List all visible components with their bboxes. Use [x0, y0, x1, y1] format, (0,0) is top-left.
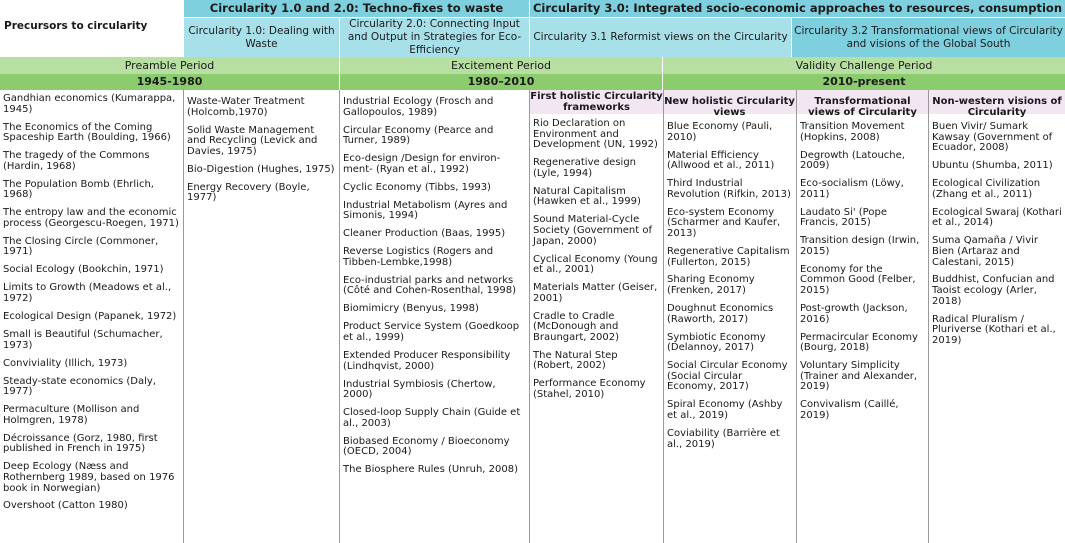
list-item: Permaculture (Mollison and Holmgren, 1978): [3, 404, 140, 426]
list-item: Degrowth (Latouche, 2009): [800, 149, 905, 172]
header-circularity-2-0: Circularity 2.0: Connecting Input and Output in Strategies for Eco-Efficiency: [340, 18, 529, 57]
list-item: Laudato Si' (Pope Francis, 2015): [800, 206, 887, 229]
list-item: Blue Economy (Pauli, 2010): [667, 121, 773, 143]
list-item: Natural Capitalism (Hawken et al., 1999): [533, 185, 641, 208]
list-item: Regenerative Capitalism (Fullerton, 2015): [667, 245, 790, 268]
header-precursors: Precursors to circularity: [0, 18, 184, 57]
list-item: Eco-industrial parks and networks (Côté and Cohen-Rosenthal, 1998): [343, 274, 516, 297]
list-item: Cleaner Production (Baas, 1995): [343, 228, 506, 240]
list-item: Sharing Economy (Frenken, 2017): [667, 274, 755, 297]
list-item: Waste-Water Treatment (Holcomb,1970): [187, 96, 305, 118]
list-item: Eco-design /Design for environ-ment- (Ryan et al., 1992): [343, 153, 501, 175]
period-excitement: Excitement Period: [340, 57, 662, 74]
header-circularity-1-0: Circularity 1.0: Dealing with Waste: [184, 18, 339, 57]
years-1980-2010: 1980–2010: [340, 74, 662, 90]
list-item: Voluntary Simplicity (Trainer and Alexander, 2019): [800, 360, 918, 393]
list-item: Materials Matter (Geiser, 2001): [533, 282, 658, 304]
list-item: Deep Ecology (Næss and Rothernberg 1989, based on 1976 book in Norwegian): [3, 461, 175, 494]
column-non-western: [929, 119, 1065, 354]
list-item: Spiral Economy (Ashby et al., 2019): [667, 399, 783, 421]
list-item: Solid Waste Management and Recycling (Levick and Davies, 1975): [187, 124, 318, 157]
list-item: Bio-Digestion (Hughes, 1975): [187, 163, 335, 175]
period-validity-challenge: Validity Challenge Period: [663, 57, 1065, 74]
list-item: Sound Material-Cycle Society (Government of Japan, 2000): [533, 214, 652, 247]
list-item: Industrial Symbiosis (Chertow, 2000): [343, 378, 496, 401]
header-circularity-1-2: Circularity 1.0 and 2.0: Techno-fixes to waste: [184, 0, 529, 17]
subhead-first-holistic: First holistic Circularity frameworks: [530, 91, 663, 113]
column-new-holistic: [664, 119, 796, 458]
list-item: Material Efficiency (Allwood et al., 2011): [667, 149, 775, 172]
list-item: Cyclic Economy (Tibbs, 1993): [343, 181, 491, 193]
list-item: The Biosphere Rules (Unruh, 2008): [343, 464, 519, 476]
list-item: Industrial Metabolism (Ayres and Simonis, 1994): [343, 199, 508, 222]
list-item: Social Ecology (Bookchin, 1971): [3, 264, 164, 276]
column-precursors: [0, 91, 183, 519]
list-item: Social Circular Economy (Social Circular Economy, 2017): [667, 360, 788, 393]
list-item: The tragedy of the Commons (Hardin, 1968): [3, 150, 150, 172]
list-item: Biobased Economy / Bioeconomy (OECD, 2004): [343, 435, 510, 458]
list-item: Décroissance (Gorz, 1980, first published in French in 1975): [3, 432, 158, 455]
list-item: Extended Producer Responsibility (Lindhqvist, 2000): [343, 350, 511, 372]
list-item: Eco-socialism (Löwy, 2011): [800, 178, 904, 200]
header-circularity-3-1: Circularity 3.1 Reformist views on the Circularity: [530, 18, 791, 57]
list-item: Reverse Logistics (Rogers and Tibben-Lembke,1998): [343, 246, 494, 268]
list-item: The Natural Step (Robert, 2002): [533, 349, 618, 372]
list-item: Convivalism (Caillé, 2019): [800, 399, 899, 421]
header-circularity-3: Circularity 3.0: Integrated socio-economic approaches to resources, consumption: [530, 0, 1065, 17]
list-item: Cyclical Economy (Young et al., 2001): [533, 253, 658, 276]
list-item: Performance Economy (Stahel, 2010): [533, 378, 646, 400]
list-item: Overshoot (Catton 1980): [3, 500, 128, 512]
list-item: The Closing Circle (Commoner, 1971): [3, 235, 159, 258]
list-item: The Economics of the Coming Spaceship Earth (Boulding, 1966): [3, 121, 171, 144]
column-transformational: [797, 119, 928, 429]
list-item: Energy Recovery (Boyle, 1977): [187, 181, 310, 204]
list-item: Conviviality (Illich, 1973): [3, 357, 128, 369]
list-item: Third Industrial Revolution (Rifkin, 2013): [667, 178, 791, 200]
list-item: Gandhian economics (Kumarappa, 1945): [3, 93, 176, 115]
list-item: Ecological Swaraj (Kothari et al., 2014): [932, 206, 1062, 229]
list-item: Ecological Design (Papanek, 1972): [3, 311, 177, 323]
header-circularity-3-2: Circularity 3.2 Transformational views of Circularity and visions of the Global South: [792, 18, 1065, 57]
list-item: Product Service System (Goedkoop et al., 1999): [343, 321, 520, 344]
column-first-holistic: [530, 116, 663, 408]
list-item: Post-growth (Jackson, 2016): [800, 303, 908, 325]
column-circularity-2: [340, 94, 529, 483]
list-item: Transition Movement (Hopkins, 2008): [800, 121, 905, 143]
list-item: Buddhist, Confucian and Taoist ecology (Arler, 2018): [932, 274, 1055, 307]
list-item: Coviability (Barrière et al., 2019): [667, 427, 780, 450]
list-item: Eco-system Economy (Scharmer and Kaufer, 2013): [667, 206, 781, 239]
list-item: Steady-state economics (Daly, 1977): [3, 375, 156, 398]
list-item: Biomimicry (Benyus, 1998): [343, 303, 479, 315]
list-item: Cradle to Cradle (McDonough and Braungart, 2002): [533, 310, 619, 343]
list-item: Ubuntu (Shumba, 2011): [932, 160, 1053, 172]
list-item: The entropy law and the economic process (Georgescu-Roegen, 1971): [3, 207, 179, 229]
list-item: Closed-loop Supply Chain (Guide et al., 2003): [343, 407, 521, 429]
list-item: Economy for the Common Good (Felber, 2015): [800, 263, 916, 297]
list-item: Industrial Ecology (Frosch and Gallopoulos, 1989): [343, 96, 494, 118]
list-item: Limits to Growth (Meadows et al., 1972): [3, 282, 172, 305]
list-item: Radical Pluralism / Pluriverse (Kothari et al., 2019): [932, 313, 1056, 346]
years-1945-1980: 1945-1980: [0, 74, 339, 90]
list-item: Ecological Civilization (Zhang et al., 2011): [932, 178, 1041, 200]
list-item: The Population Bomb (Ehrlich, 1968): [3, 178, 154, 201]
list-item: Suma Qamaña / Vivir Bien (Artaraz and Calestani, 2015): [932, 235, 1039, 268]
subhead-transformational: Transformational views of Circularity: [797, 90, 928, 114]
list-item: Buen Vivir/ Sumark Kawsay (Government of Ecuador, 2008): [932, 121, 1053, 154]
list-item: Transition design (Irwin, 2015): [800, 235, 920, 257]
subhead-non-western: Non-western visions of Circularity: [929, 90, 1065, 114]
list-item: Permacircular Economy (Bourg, 2018): [800, 331, 918, 354]
list-item: Symbiotic Economy (Delannoy, 2017): [667, 331, 766, 354]
column-circularity-1: [184, 94, 339, 211]
list-item: Doughnut Economics (Raworth, 2017): [667, 303, 774, 325]
list-item: Rio Declaration on Environment and Development (UN, 1992): [533, 118, 658, 151]
list-item: Small is Beautiful (Schumacher, 1973): [3, 329, 163, 351]
subhead-new-holistic: New holistic Circularity views: [663, 90, 796, 114]
period-preamble: Preamble Period: [0, 57, 339, 74]
list-item: Regenerative design (Lyle, 1994): [533, 157, 637, 179]
years-2010-present: 2010-present: [663, 74, 1065, 90]
list-item: Circular Economy (Pearce and Turner, 1989): [343, 124, 494, 147]
